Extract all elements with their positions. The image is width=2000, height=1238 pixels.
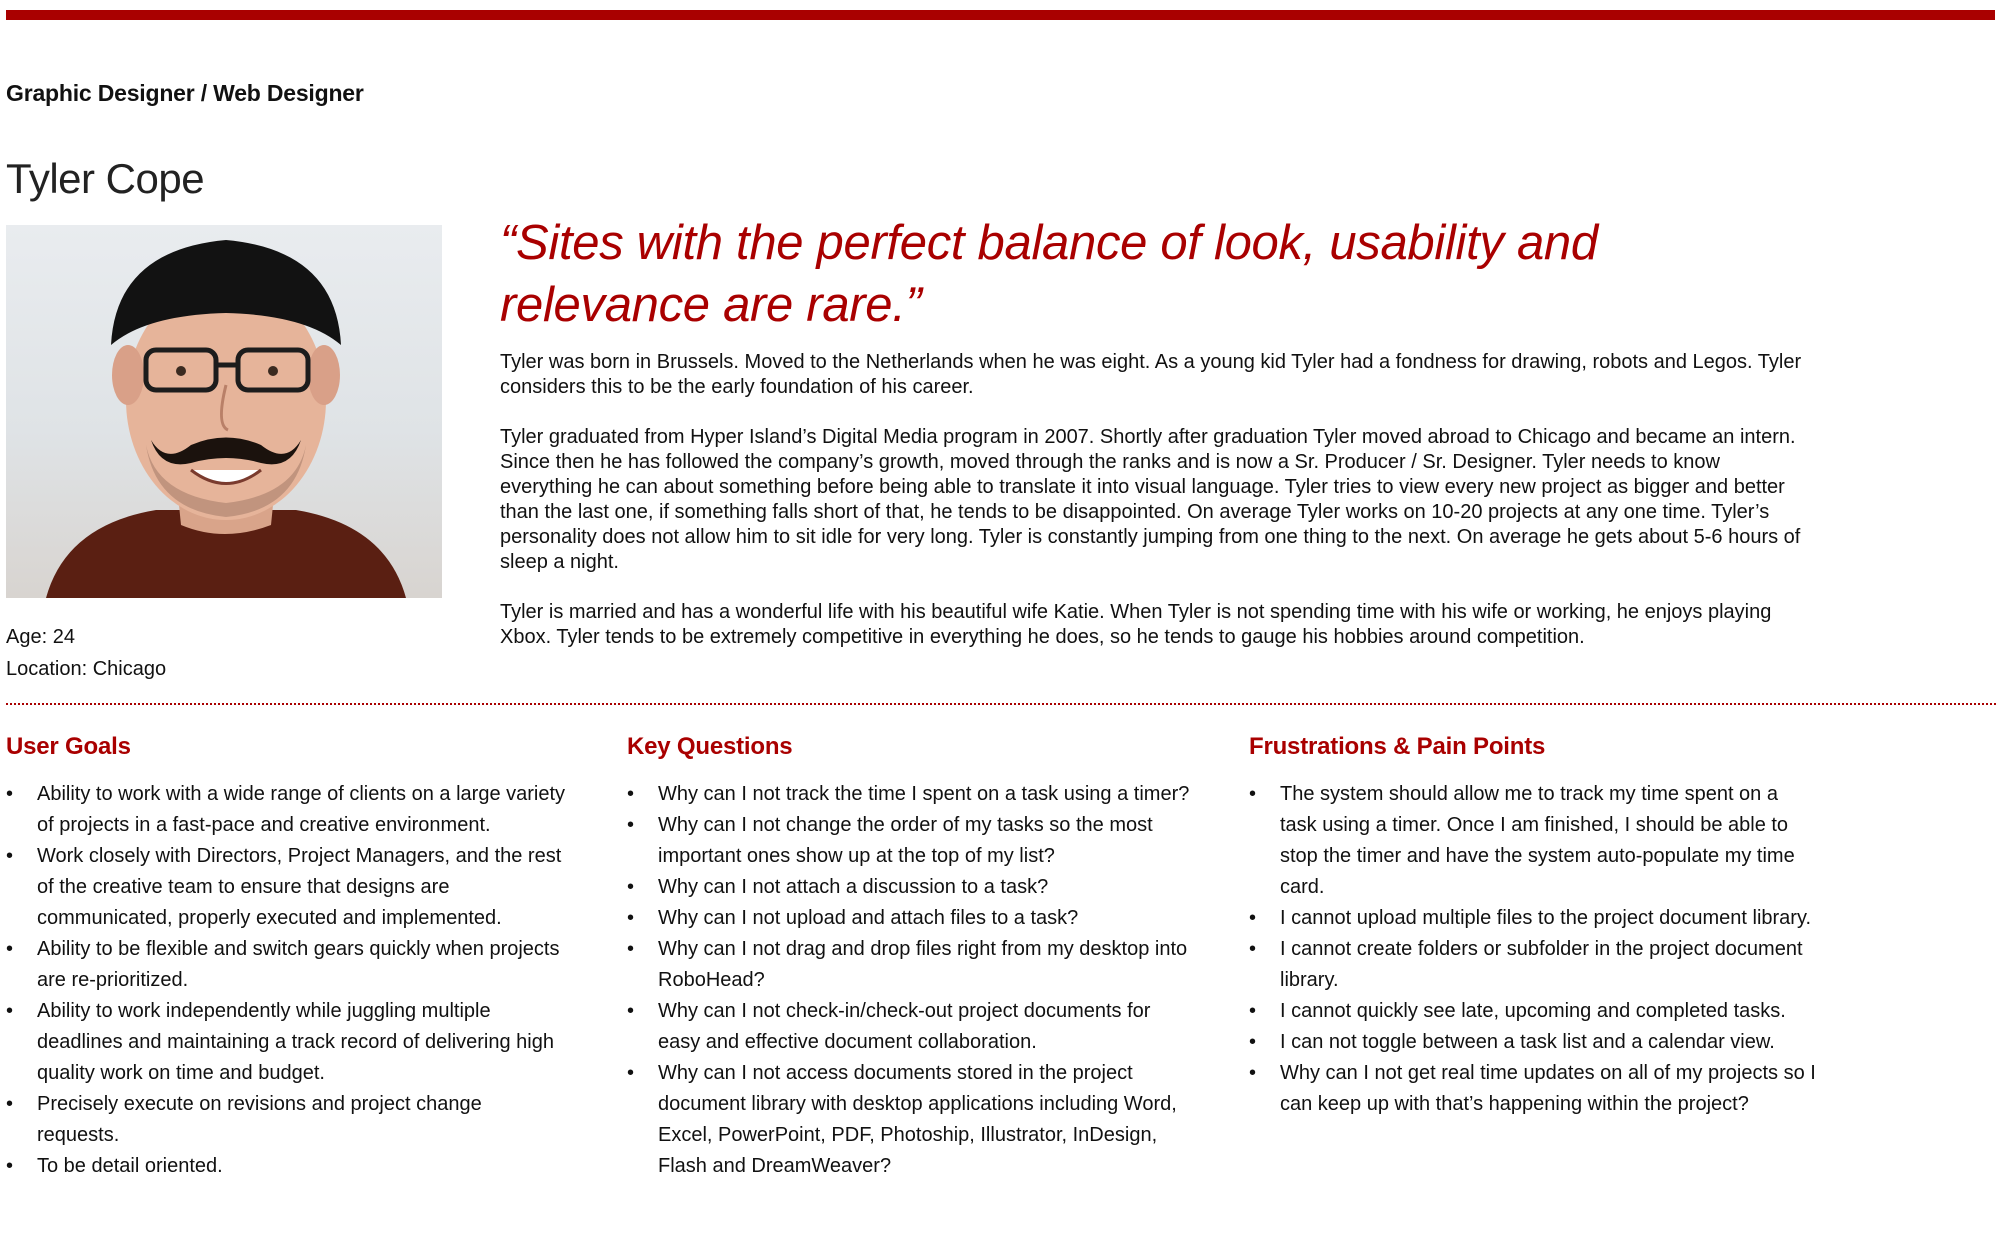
persona-role: Graphic Designer / Web Designer (6, 80, 364, 106)
section-title: Key Questions (627, 733, 793, 760)
list-item: • Why can I not track the time I spent on a task using a timer? (627, 779, 1197, 810)
frustrations-list (1249, 779, 1819, 1120)
persona-photo (6, 225, 442, 598)
list-item: • Why can I not access documents stored in the project document library with desktop applications including Word, Excel, PowerPoint, PDF, Photoship, Illustrator, InDesign, Flash and DreamWeaver? (627, 1058, 1197, 1182)
persona-name: Tyler Cope (6, 155, 205, 202)
list-item: • Why can I not change the order of my tasks so the most important ones show up at the top of my list? (627, 810, 1197, 872)
list-item: • Ability to work with a wide range of clients on a large variety of projects in a fast-pace and creative environment. (6, 779, 566, 841)
list-item: • Why can I not attach a discussion to a task? (627, 872, 1197, 903)
bio-paragraph: Tyler graduated from Hyper Island’s Digital Media program in 2007. Shortly after graduation Tyler moved abroad to Chicago and became an intern. Since then he has followed the company’s growth, moved through the ranks and is now a Sr. Producer / Sr. Designer. Tyler needs to know everything he can about something before being able to translate it into visual language. Tyler tries to view every new project as bigger and better than the last one, if something falls short of that, he tends to be disappointed. On average Tyler works on 10-20 projects at any one time. Tyler’s personality does not allow him to sit idle for very long. Tyler is constantly jumping from one thing to the next. On average he gets about 5-6 hours of sleep a night. (500, 426, 1801, 573)
bio-paragraph: Tyler was born in Brussels. Moved to the Netherlands when he was eight. As a young kid Tyler had a fondness for drawing, robots and Legos. Tyler considers this to be the early foundation of his career. (500, 351, 1802, 398)
list-item: • Why can I not get real time updates on all of my projects so I can keep up with that’s happening within the project? (1249, 1058, 1819, 1120)
goals-list (6, 779, 566, 1182)
list-item: • The system should allow me to track my time spent on a task using a timer. Once I am finished, I should be able to stop the timer and have the system auto-populate my time card. (1249, 779, 1819, 903)
list-item: • Ability to work independently while juggling multiple deadlines and maintaining a track record of delivering high quality work on time and budget. (6, 996, 566, 1089)
persona-quote: “Sites with the perfect balance of look, usability and relevance are rare.” (500, 216, 1598, 332)
list-item: • I cannot quickly see late, upcoming and completed tasks. (1249, 996, 1819, 1027)
section-title: User Goals (6, 733, 131, 760)
person-portrait-illustration (6, 225, 442, 598)
user-goals-section (6, 733, 566, 1182)
top-accent-bar (6, 10, 1995, 20)
list-item: • To be detail oriented. (6, 1151, 566, 1182)
persona-location: Location: Chicago (6, 658, 167, 680)
key-questions-section (627, 733, 1197, 1182)
bio-paragraph: Tyler is married and has a wonderful life with his beautiful wife Katie. When Tyler is not spending time with his wife or working, he enjoys playing Xbox. Tyler tends to be extremely competitive in everything he does, so he tends to gauge his hobbies around competition. (500, 601, 1772, 648)
list-item: • I cannot create folders or subfolder in the project document library. (1249, 934, 1819, 996)
persona-meta (6, 621, 166, 685)
list-item: • Why can I not upload and attach files to a task? (627, 903, 1197, 934)
persona-age: Age: 24 (6, 626, 75, 648)
list-item: • Why can I not drag and drop files right from my desktop into RoboHead? (627, 934, 1197, 996)
questions-list (627, 779, 1197, 1182)
list-item: • Work closely with Directors, Project Managers, and the rest of the creative team to ensure that designs are communicated, properly executed and implemented. (6, 841, 566, 934)
list-item: • Ability to be flexible and switch gears quickly when projects are re-prioritized. (6, 934, 566, 996)
list-item: • I cannot upload multiple files to the project document library. (1249, 903, 1819, 934)
frustrations-section (1249, 733, 1819, 1120)
section-divider (6, 703, 1996, 705)
list-item: • I can not toggle between a task list and a calendar view. (1249, 1027, 1819, 1058)
list-item: • Why can I not check-in/check-out project documents for easy and effective document collaboration. (627, 996, 1197, 1058)
persona-bio (500, 350, 1805, 675)
list-item: • Precisely execute on revisions and project change requests. (6, 1089, 566, 1151)
section-title: Frustrations & Pain Points (1249, 733, 1546, 760)
